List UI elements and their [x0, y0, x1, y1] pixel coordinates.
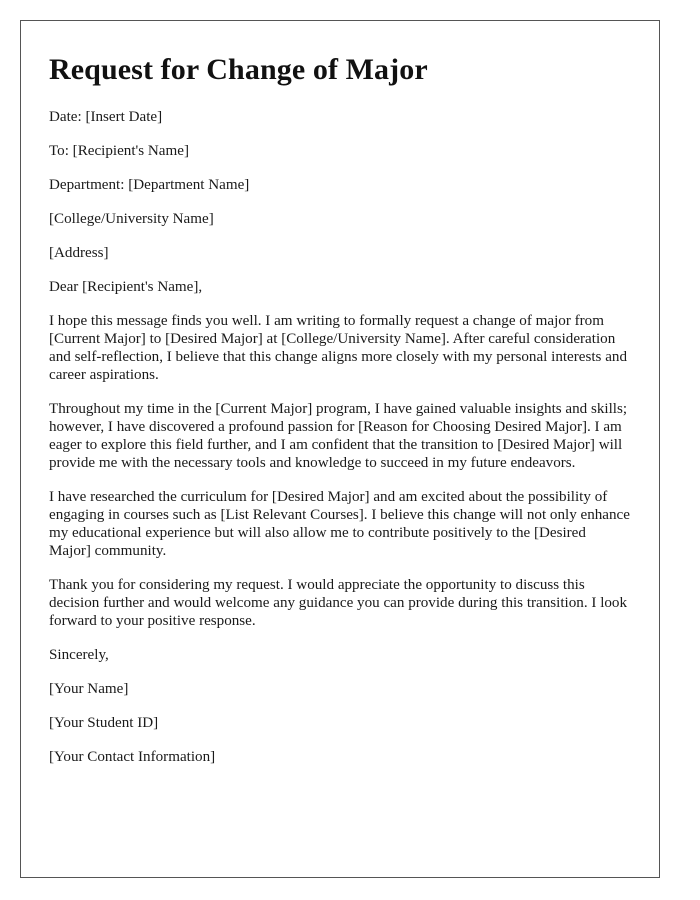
letter-document: [20, 20, 660, 878]
date-line: Date: [Insert Date]: [49, 109, 163, 125]
body-paragraph-3: I have researched the curriculum for [Desired Major] and am excited about the possibility of engaging in courses such as [List Relevant Courses]. I believe this change will not only enhance my educational experience but will also allow me to contribute positively to the [Desired Major] community.: [49, 489, 630, 559]
closing: Sincerely,: [49, 647, 109, 663]
signature-contact: [Your Contact Information]: [49, 749, 216, 765]
signature-name: [Your Name]: [49, 681, 129, 697]
signature-student-id: [Your Student ID]: [49, 715, 159, 731]
letter-title: Request for Change of Major: [49, 53, 428, 86]
salutation: Dear [Recipient's Name],: [49, 279, 203, 295]
body-paragraph-1: I hope this message finds you well. I am writing to formally request a change of major from [Current Major] to [Desired Major] at [College/University Name]. After careful consideration and self-reflection, I believe that this change aligns more closely with my personal interests and career aspirations.: [49, 313, 627, 383]
address-line: [Address]: [49, 245, 109, 261]
college-line: [College/University Name]: [49, 211, 214, 227]
recipient-line: To: [Recipient's Name]: [49, 143, 189, 159]
department-line: Department: [Department Name]: [49, 177, 250, 193]
body-paragraph-4: Thank you for considering my request. I would appreciate the opportunity to discuss this decision further and would welcome any guidance you can provide during this transition. I look forward to your positive response.: [49, 577, 628, 629]
body-paragraph-2: Throughout my time in the [Current Major] program, I have gained valuable insights and skills; however, I have discovered a profound passion for [Reason for Choosing Desired Major]. I am eager to explore this field further, and I am confident that the transition to [Desired Major] will provide me with the necessary tools and knowledge to succeed in my future endeavors.: [49, 401, 628, 471]
